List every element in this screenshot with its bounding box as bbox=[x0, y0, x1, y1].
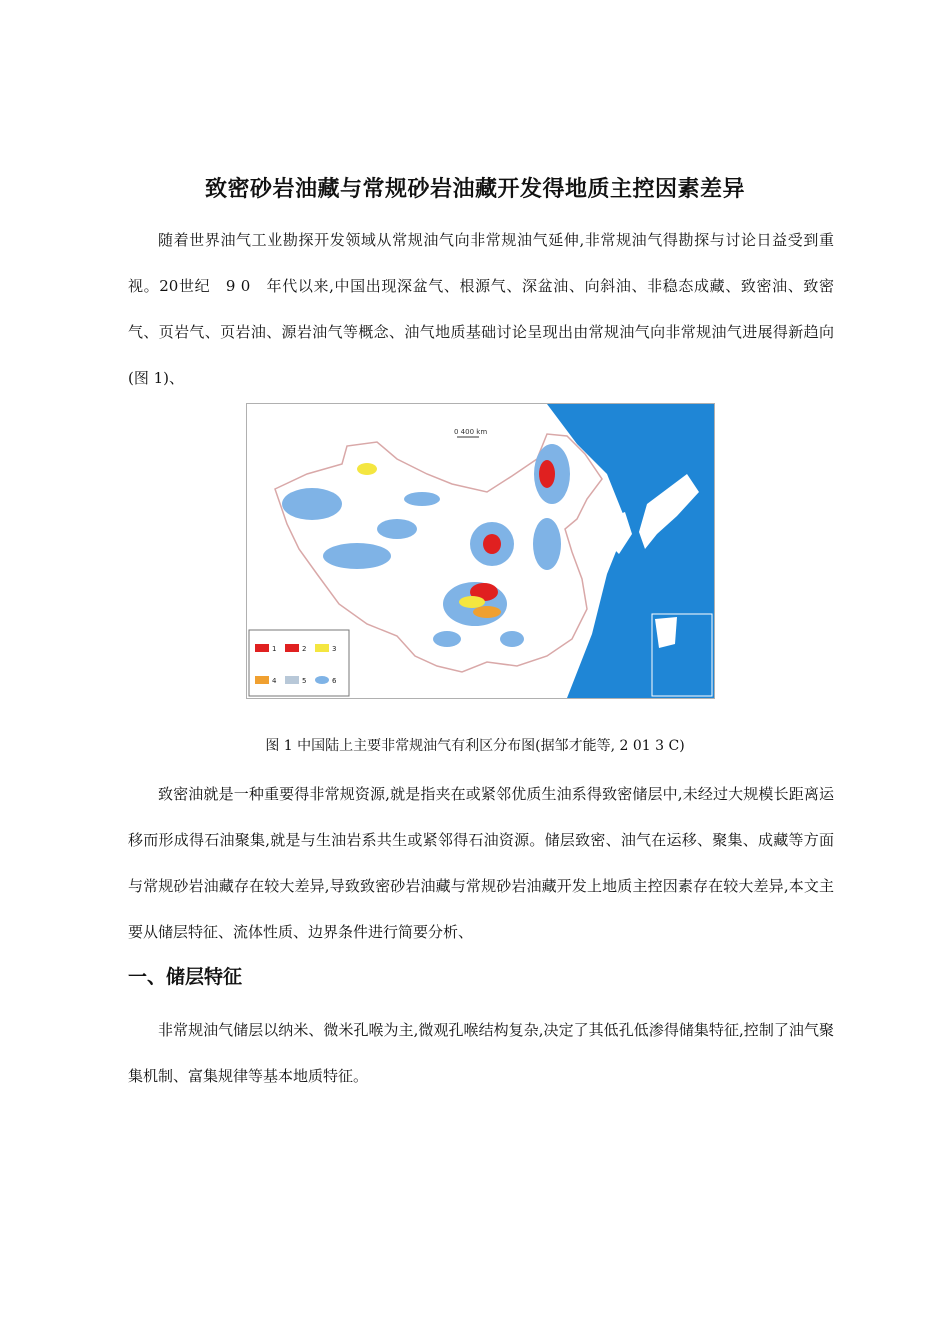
favourable-zone-northwest bbox=[357, 463, 377, 475]
legend-swatch-4 bbox=[255, 676, 269, 684]
basin-minor-1 bbox=[404, 492, 440, 506]
paragraph-reservoir: 非常规油气储层以纳米、微米孔喉为主,微观孔喉结构复杂,决定了其低孔低渗得储集特征,控制了油气聚集机制、富集规律等基本地质特征。 bbox=[128, 1021, 834, 1085]
favourable-zone-ordos bbox=[483, 534, 501, 554]
legend-swatch-2 bbox=[285, 644, 299, 652]
legend-label-3: 3 bbox=[332, 645, 337, 653]
basin-tarim bbox=[323, 543, 391, 569]
legend-swatch-5 bbox=[285, 676, 299, 684]
basin-junggar bbox=[282, 488, 342, 520]
figure-caption: 图 1 中国陆上主要非常规油气有利区分布图(据邹才能等, 2 01 3 C) bbox=[265, 738, 685, 754]
basin-minor-3 bbox=[500, 631, 524, 647]
paragraph-intro: 随着世界油气工业勘探开发领域从常规油气向非常规油气延伸,非常规油气得勘探与讨论日益受到重视。20世纪 9 0 年代以来,中国出现深盆气、根源气、深盆油、向斜油、非稳态成藏、致密油、致密气、页岩气、页岩油、源岩油气等概念、油气地质基础讨论呈现出由常规油气向非常规油气进展得新趋向(图 1)、 bbox=[128, 231, 834, 387]
basin-minor-2 bbox=[433, 631, 461, 647]
figure-map bbox=[246, 403, 715, 699]
legend-swatch-3 bbox=[315, 644, 329, 652]
scale-label: 0 400 km bbox=[454, 428, 488, 436]
legend-label-5: 5 bbox=[302, 677, 307, 685]
legend-label-4: 4 bbox=[272, 677, 277, 685]
favourable-zone-songliao bbox=[539, 460, 555, 488]
legend-swatch-6 bbox=[315, 676, 329, 684]
basin-bohai bbox=[533, 518, 561, 570]
legend-label-1: 1 bbox=[272, 645, 277, 653]
document-title: 致密砂岩油藏与常规砂岩油藏开发得地质主控因素差异 bbox=[204, 177, 745, 202]
china-unconventional-map bbox=[247, 404, 714, 698]
legend-label-2: 2 bbox=[302, 645, 307, 653]
favourable-zone-sichuan-orange bbox=[473, 606, 501, 618]
paragraph-tight-oil: 致密油就是一种重要得非常规资源,就是指夹在或紧邻优质生油系得致密储层中,未经过大规模长距离运移而形成得石油聚集,就是与生油岩系共生或紧邻得石油资源。储层致密、油气在运移、聚集、成藏等方面与常规砂岩油藏存在较大差异,导致致密砂岩油藏与常规砂岩油藏开发上地质主控因素存在较大差异,本文主要从储层特征、流体性质、边界条件进行简要分析、 bbox=[128, 785, 834, 941]
section-heading: 一、储层特征 bbox=[128, 966, 243, 988]
legend-swatch-1 bbox=[255, 644, 269, 652]
basin-qaidam bbox=[377, 519, 417, 539]
favourable-zone-sichuan-yellow bbox=[459, 596, 485, 608]
legend-label-6: 6 bbox=[332, 677, 337, 685]
map-legend bbox=[249, 630, 349, 696]
